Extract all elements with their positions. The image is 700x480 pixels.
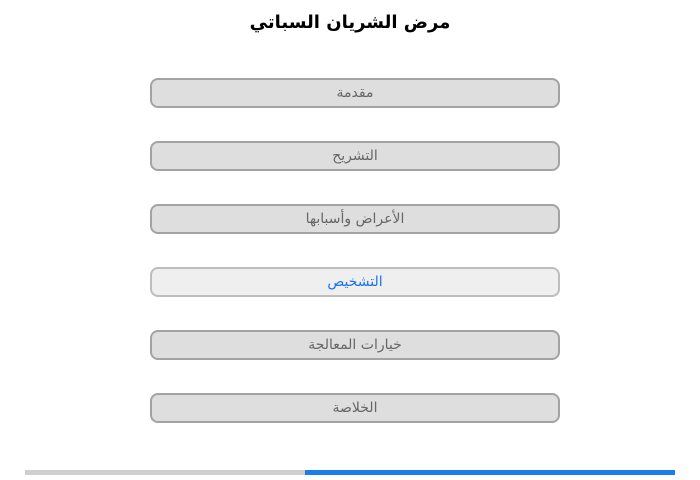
menu-item-treatment-options[interactable]: خيارات المعالجة	[150, 330, 560, 360]
menu-item-summary[interactable]: الخلاصة	[150, 393, 560, 423]
menu-item-symptoms-causes[interactable]: الأعراض وأسبابها	[150, 204, 560, 234]
section-menu	[150, 78, 560, 456]
page-title: مرض الشريان السباتي	[249, 12, 451, 33]
menu-item-diagnosis[interactable]: التشخيص	[150, 267, 560, 297]
progress-bar-fill	[305, 470, 676, 475]
menu-item-introduction[interactable]: مقدمة	[150, 78, 560, 108]
menu-item-anatomy[interactable]: التشريح	[150, 141, 560, 171]
progress-bar	[25, 470, 675, 475]
